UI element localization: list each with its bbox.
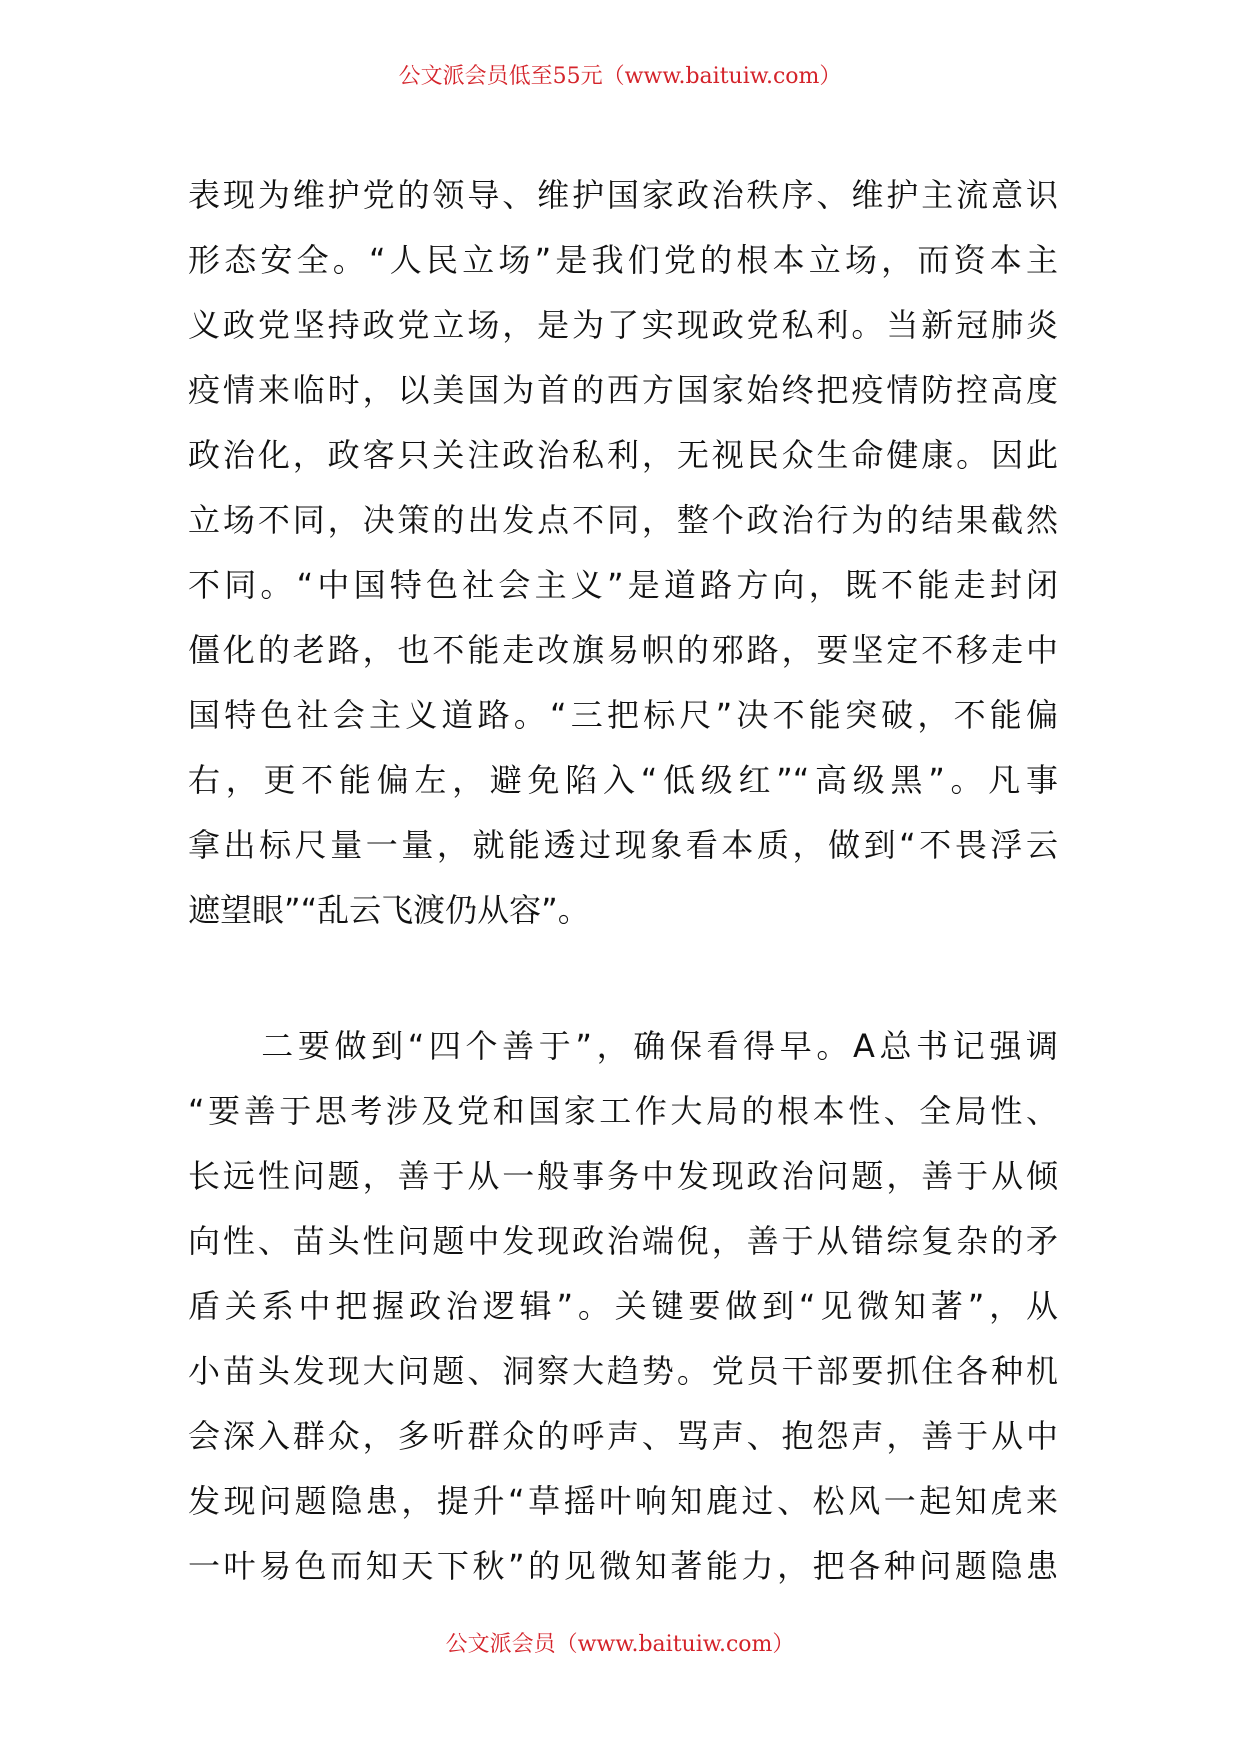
- text-line: 拿出标尺量一量，就能透过现象看本质，做到“不畏浮云: [188, 826, 1058, 864]
- text-line: 国特色社会主义道路。“三把标尺”决不能突破，不能偏: [188, 696, 1058, 734]
- page-footer-watermark: 公文派会员（www.baituiw.com）: [445, 1632, 795, 1657]
- text-line: 义政党坚持政党立场，是为了实现政党私利。当新冠肺炎: [188, 306, 1058, 344]
- text-line: 一叶易色而知天下秋”的见微知著能力，把各种问题隐患: [188, 1547, 1058, 1585]
- text-line: “要善于思考涉及党和国家工作大局的根本性、全局性、: [188, 1092, 1058, 1130]
- text-line: 立场不同，决策的出发点不同，整个政治行为的结果截然: [188, 501, 1058, 539]
- text-line: 发现问题隐患，提升“草摇叶响知鹿过、松风一起知虎来: [188, 1482, 1058, 1520]
- text-line: 遮望眼”“乱云飞渡仍从容”。: [188, 891, 590, 929]
- text-line: 会深入群众，多听群众的呼声、骂声、抱怨声，善于从中: [188, 1417, 1058, 1455]
- text-line: 小苗头发现大问题、洞察大趋势。党员干部要抓住各种机: [188, 1352, 1058, 1390]
- text-line: 不同。“中国特色社会主义”是道路方向，既不能走封闭: [188, 566, 1058, 604]
- text-line: 政治化，政客只关注政治私利，无视民众生命健康。因此: [188, 436, 1058, 474]
- text-line: 僵化的老路，也不能走改旗易帜的邪路，要坚定不移走中: [188, 631, 1058, 669]
- text-line: 向性、苗头性问题中发现政治端倪，善于从错综复杂的矛: [188, 1222, 1058, 1260]
- text-line: 右，更不能偏左，避免陷入“低级红”“高级黑”。凡事: [188, 761, 1058, 799]
- text-line: 二要做到“四个善于”，确保看得早。A总书记强调: [188, 1027, 1058, 1065]
- paragraph-two: [188, 1014, 1058, 1599]
- text-line: 表现为维护党的领导、维护国家政治秩序、维护主流意识: [188, 176, 1058, 214]
- text-line: 长远性问题，善于从一般事务中发现政治问题，善于从倾: [188, 1157, 1058, 1195]
- paragraph-one: [188, 163, 1058, 943]
- text-line: 盾关系中把握政治逻辑”。关键要做到“见微知著”，从: [188, 1287, 1058, 1325]
- text-line: 疫情来临时，以美国为首的西方国家始终把疫情防控高度: [188, 371, 1058, 409]
- text-line: 形态安全。“人民立场”是我们党的根本立场，而资本主: [188, 241, 1058, 279]
- page-header-watermark: 公文派会员低至55元（www.baituiw.com）: [398, 64, 842, 89]
